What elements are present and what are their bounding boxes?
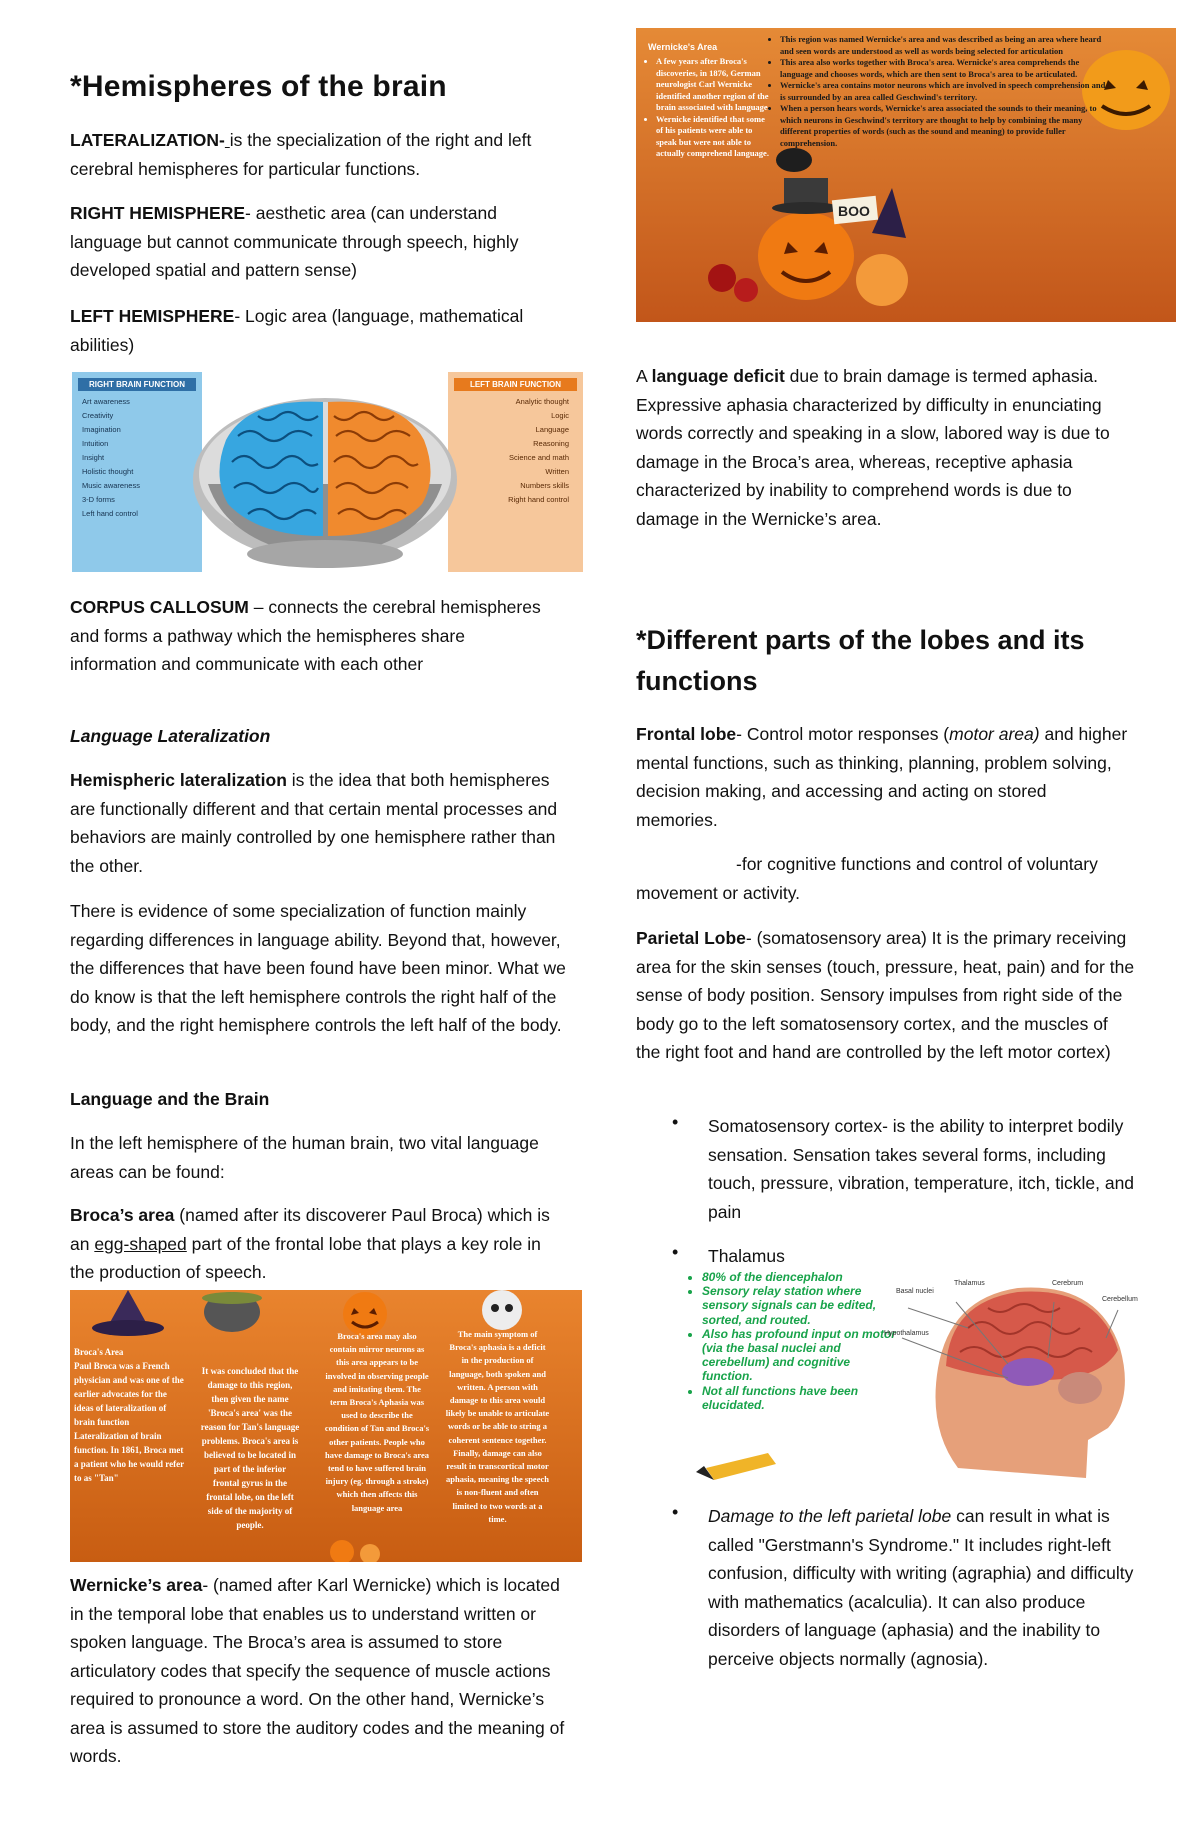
aphasia-t1: A (636, 366, 652, 386)
bullet-dot-2: • (672, 1242, 679, 1262)
wernicke-figure-left-list (644, 56, 774, 160)
lateralization-text: is the specialization of the right and left cerebral hemispheres for particular functions. (70, 130, 532, 179)
corpus-callosum-paragraph (70, 593, 550, 679)
broca-figure-col1: Broca's Area Paul Broca was a French physician and was one of the earlier advocates for the ideas of lateralization of brain function Lateralization of brain function. In 1861, Broca met a patient who he would refer to as "Tan" (74, 1347, 184, 1483)
boo-sign-text: BOO (838, 203, 870, 219)
wernicke-figure-right-item: • When a person hears words, Wernicke's area associated the sounds to their meaning, to which neurons in Geschwind's territory are thought to help by combining the many different properties of words (such as the sound and meaning) to provide fuller comprehension. (780, 103, 1110, 149)
frontal-t1: - Control motor responses ( (736, 724, 950, 744)
right-brain-item: Intuition (82, 439, 109, 448)
thalamus-fact-item: • Not all functions have been elucidated. (702, 1384, 898, 1412)
wernicke-figure-right-item: • This area also works together with Broca's area. Wernicke's area comprehends the language and chooses words, which are then sent to Broca's area to be articulated. (780, 57, 1110, 80)
lateralization-term: LATERALIZATION- (70, 130, 225, 150)
gerstmann-text: can result in what is called "Gerstmann's Syndrome." It includes right-left confusion, difficulty with writing (agraphia) and difficulty with mathematics (acalculia). It can also produce disorders of language (aphasia) and the inability to perceive objects normally (agnosia). (708, 1506, 1134, 1669)
evidence-paragraph: There is evidence of some specialization of function mainly regarding differences in language ability. Beyond that, however, the differences that have been found have been minor. What we do know is that the left hemisphere controls the right half of the body, and the right hemisphere controls the left half of the body. (70, 901, 566, 1035)
label-cerebrum: Cerebrum (1052, 1280, 1084, 1287)
wernicke-area-figure (636, 28, 1176, 322)
broca-figure-col3: Broca's area may also contain mirror neurons as this area appears to be involved in observing people and imitating them. The term Broca's Aphasia was used to describe the condition of Tan and Broca's other patients. People who have damage to Broca's area tend to have suffered brain injury (eg. through a stroke) which then affects this language area (324, 1331, 430, 1513)
language-brain-heading: Language and the Brain (70, 1089, 270, 1109)
left-areas-paragraph: In the left hemisphere of the human brain, two vital language areas can be found: (70, 1133, 539, 1182)
language-lateralization-heading: Language Lateralization (70, 726, 271, 746)
left-hemisphere-term: LEFT HEMISPHERE (70, 306, 235, 326)
wernicke-paragraph (70, 1571, 570, 1771)
lateralization-paragraph (70, 126, 550, 183)
broca-text1: (named after its discoverer Paul Broca) which is an (70, 1205, 550, 1254)
thalamus-fact-item: • Also has profound input on motor (via the basal nuclei and cerebellum) and cognitive function. (702, 1327, 898, 1384)
brain-hemispheres-figure (70, 372, 585, 572)
right-brain-item: Left hand control (82, 509, 138, 518)
wernicke-figure-right-item: • Wernicke's area contains motor neurons which are involved in speech comprehension and is surrounded by an area called Geschwind's territory. (780, 80, 1110, 103)
right-brain-list (72, 395, 202, 521)
left-brain-item: Logic (551, 411, 569, 420)
wernicke-figure-left-item: • A few years after Broca's discoveries, in 1876, German neurologist Carl Wernicke identified another region of the brain associated with language. (656, 56, 774, 114)
broca-figure-col4: The main symptom of Broca's aphasia is a deficit in the production of language, both spoken and written. A person with damage to this area would likely be unable to articulate words or be able to string a coherent sentence together. Finally, damage can also result in transcortical motor aphasia, meaning the speech is non-fluent and often limited to two words at a time. (445, 1329, 550, 1524)
parietal-text: - (somatosensory area) It is the primary receiving area for the skin senses (touch, pressure, heat, pain) and for the sense of body position. Sensory impulses from right side of the body go to the left somatosensory cortex, and the muscles of the right foot and hand are controlled by the left motor cortex) (636, 928, 1135, 1062)
broca-text2: part of the frontal lobe that plays a key role in the production of speech. (70, 1233, 541, 1282)
bullet-dot-3: • (672, 1502, 679, 1522)
label-basal-nuclei: Basal nuclei (896, 1288, 934, 1295)
right-brain-item: Insight (82, 453, 105, 462)
left-brain-item: Language (535, 425, 569, 434)
label-cerebellum: Cerebellum (1102, 1296, 1138, 1303)
hemispheric-text: is the idea that both hemispheres are functionally different and that certain mental processes and behaviors are mainly controlled by one hemisphere rather than the other. (70, 770, 558, 876)
corpus-callosum-text: – connects the cerebral hemispheres and forms a pathway which the hemispheres share information and communicate with each other (70, 597, 541, 674)
brain-bowl-illustration (188, 376, 463, 572)
head-illustration (688, 1268, 1148, 1486)
aphasia-paragraph (636, 362, 1131, 533)
frontal-t2: and higher mental functions, such as thinking, planning, problem solving, decision making, and accessing and acting on stored memories. (636, 724, 1128, 830)
label-hypothalamus: Hypothalamus (884, 1330, 929, 1337)
frontal-term: Frontal lobe (636, 724, 737, 744)
left-brain-item: Reasoning (533, 439, 569, 448)
thalamus-fact-item: • 80% of the diencephalon (702, 1270, 898, 1284)
wernicke-figure-right-list (766, 34, 1110, 149)
left-hemisphere-text: - Logic area (language, mathematical abilities) (70, 306, 524, 355)
frontal-lobe-note: -for cognitive functions and control of voluntary movement or activity. (636, 854, 1098, 903)
right-brain-panel (72, 372, 202, 572)
thalamus-fact-item: • Sensory relay station where sensory signals can be edited, sorted, and routed. (702, 1284, 898, 1327)
corpus-callosum-term: CORPUS CALLOSUM (70, 597, 249, 617)
left-brain-title: LEFT BRAIN FUNCTION (454, 378, 577, 391)
broca-area-figure (70, 1290, 582, 1562)
right-brain-item: Creativity (82, 411, 114, 420)
thalamus-figure (688, 1268, 1148, 1486)
right-brain-item: Art awareness (82, 397, 130, 406)
wernicke-text: - (named after Karl Wernicke) which is located in the temporal lobe that enables us to understand written or spoken language. The Broca’s area is assumed to store articulatory codes that specify the sequence of muscle actions required to pronounce a word. On the other hand, Wernicke’s area is assumed to store the auditory codes and the meaning of words. (70, 1575, 565, 1766)
broca-term: Broca’s area (70, 1205, 175, 1225)
right-brain-item: Imagination (82, 425, 121, 434)
thalamus-bullet: Thalamus (708, 1246, 785, 1266)
broca-figure-col2: It was concluded that the damage to this region, then given the name 'Broca's area' was the reason for Tan's language problems. Broca's area is believed to be located in part of the inferior frontal gyrus in the frontal lobe, on the left side of the majority of people. (200, 1366, 300, 1530)
frontal-italic: motor area) (949, 724, 1040, 744)
right-hemisphere-text: - aesthetic area (can understand language but cannot communicate through speech, highly developed spatial and pattern sense) (70, 203, 519, 280)
hemispheric-lateralization-paragraph (70, 766, 565, 880)
left-brain-item: Right hand control (508, 495, 569, 504)
gerstmann-bullet (708, 1502, 1138, 1673)
left-brain-item: Written (545, 467, 569, 476)
parietal-lobe-paragraph (636, 924, 1136, 1067)
wernicke-figure-title: Wernicke's Area (648, 42, 718, 52)
hemispheric-term: Hemispheric lateralization (70, 770, 287, 790)
right-hemisphere-term: RIGHT HEMISPHERE (70, 203, 246, 223)
somatosensory-bullet: Somatosensory cortex- is the ability to interpret bodily sensation. Sensation takes several forms, including touch, pressure, vibration, temperature, itch, tickle, and pain (708, 1116, 1135, 1222)
right-brain-item: Music awareness (82, 481, 140, 490)
lobes-title: *Different parts of the lobes and its functions (636, 625, 1085, 696)
right-hemisphere-paragraph (70, 199, 550, 285)
egg-shaped-link[interactable]: egg-shaped (94, 1233, 187, 1254)
left-brain-item: Analytic thought (515, 397, 569, 406)
label-thalamus: Thalamus (954, 1280, 985, 1287)
left-brain-item: Numbers skills (520, 481, 569, 490)
left-brain-list (448, 395, 583, 507)
wernicke-figure-left-item: • Wernicke identified that some of his patients were able to speak but were not able to actually comprehend language. (656, 114, 774, 160)
right-brain-item: Holistic thought (82, 467, 134, 476)
broca-paragraph (70, 1201, 550, 1287)
left-brain-item: Science and math (508, 453, 569, 462)
bullet-dot-1: • (672, 1112, 679, 1132)
parietal-term: Parietal Lobe (636, 928, 746, 948)
aphasia-t2: due to brain damage is termed aphasia. Expressive aphasia characterized by difficulty in enunciating words correctly and speaking in a slow, labored way is due to damage in the Broca’s area, whereas, receptive aphasia characterized by inability to comprehend words is due to damage in the Wernicke’s area. (636, 366, 1110, 529)
wernicke-term: Wernicke’s area (70, 1575, 203, 1595)
left-hemisphere-paragraph (70, 302, 550, 359)
page-title: *Hemispheres of the brain (70, 70, 447, 103)
right-brain-item: 3-D forms (82, 495, 115, 504)
aphasia-term: language deficit (651, 366, 785, 386)
frontal-lobe-paragraph (636, 720, 1131, 834)
right-brain-title: RIGHT BRAIN FUNCTION (78, 378, 196, 391)
wernicke-figure-right-item: • This region was named Wernicke's area and was described as being an area where heard and seen words are understood as well as words being selected for articulation (780, 34, 1110, 57)
gerstmann-italic: Damage to the left parietal lobe (708, 1506, 952, 1526)
left-brain-panel (448, 372, 583, 572)
